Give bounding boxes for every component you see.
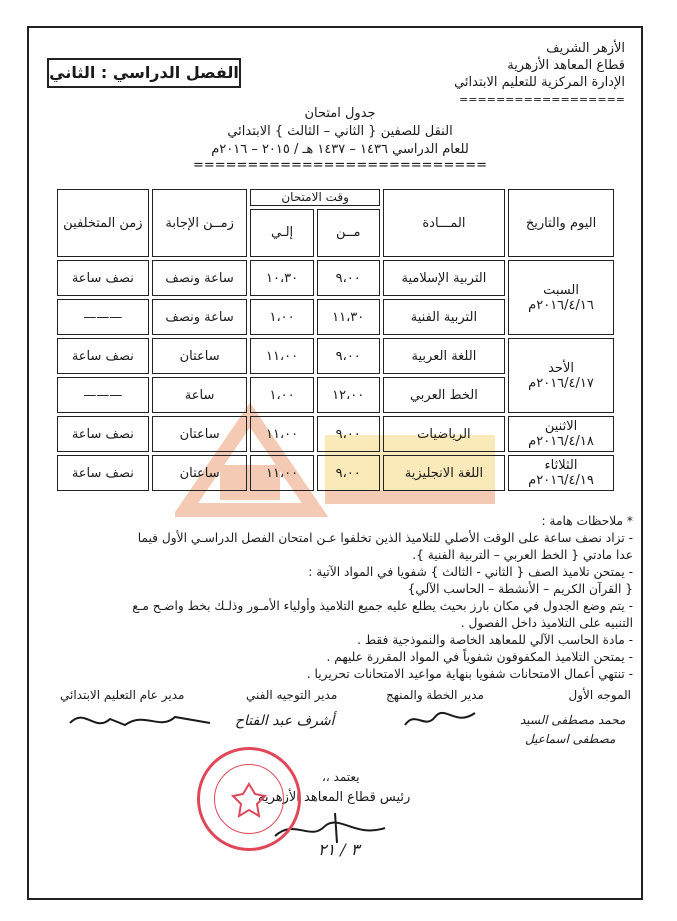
notes-section: [43, 513, 633, 683]
to-cell: ١١،٠٠: [250, 416, 313, 452]
table-row: [57, 338, 614, 374]
to-cell: ١،٠٠: [250, 377, 313, 413]
title-line-2: النقل للصفين { الثاني – الثالث } الابتدائي: [227, 124, 453, 139]
header-underline: ==================: [459, 93, 625, 106]
approval-title: رئيس قطاع المعاهد الأزهرية: [258, 790, 411, 805]
answer-cell: ساعة: [152, 377, 248, 413]
from-cell: ١١،٣٠: [317, 299, 380, 335]
note-line: - يمتحن التلاميذ المكفوفون شفوياً في المواد المقررة عليهم .: [326, 650, 633, 664]
note-line: - يمتحن تلاميذ الصف { الثاني - الثالث } شفويا في المواد الآتية :: [308, 565, 633, 579]
to-cell: ١١،٠٠: [250, 338, 313, 374]
answer-cell: ساعتان: [152, 416, 248, 452]
note-line: التنبيه على التلاميذ داخل الفصول .: [460, 616, 633, 630]
late-cell: ———: [57, 377, 149, 413]
note-line: - يتم وضع الجدول في مكان بارز بحيث يطلع عليه جميع التلاميذ وأولياء الأمـور وذلـك بخط واضـح مـع: [132, 599, 633, 613]
signature-general-director: مدير عام التعليم الابتدائي: [60, 688, 185, 702]
signature-plan-scribble-icon: [400, 705, 480, 735]
header-from: مــن: [317, 209, 380, 257]
approval-label: يعتمد ،،: [322, 770, 360, 784]
late-cell: نصف ساعة: [57, 416, 149, 452]
signature-first-handwritten-2: مصطفى اسماعيل: [525, 732, 616, 746]
table-row: [57, 455, 614, 491]
header-to: إلـي: [250, 209, 313, 257]
to-cell: ١،٠٠: [250, 299, 313, 335]
subject-cell: الرياضيات: [383, 416, 505, 452]
header-line-2: قطاع المعاهد الأزهرية: [507, 58, 625, 73]
day-cell: الاثنين ٢٠١٦/٤/١٨م: [508, 416, 614, 452]
signature-first-inspector: الموجه الأول: [568, 688, 631, 702]
header-late-time: زمن المتخلفين: [57, 189, 149, 257]
signature-plan-director: مدير الخطة والمنهج: [386, 688, 484, 702]
signature-guidance-handwritten: أشرف عبد الفتاح: [235, 713, 335, 729]
from-cell: ١٢،٠٠: [317, 377, 380, 413]
header-answer-time: زمــن الإجابة: [152, 189, 248, 257]
note-line: - تنتهي أعمال الامتحانات شفويا بنهاية مواعيد الامتحانات تحريريا .: [306, 667, 633, 681]
subject-cell: التربية الإسلامية: [383, 260, 505, 296]
header-exam-time: وقت الامتحان: [250, 189, 379, 206]
late-cell: نصف ساعة: [57, 338, 149, 374]
subject-cell: اللغة العربية: [383, 338, 505, 374]
header-day-date: اليوم والتاريخ: [508, 189, 614, 257]
table-row: [57, 260, 614, 296]
table-row: [57, 416, 614, 452]
note-line: عدا مادتي { الخط العربي – التربية الفنية }.: [412, 548, 633, 562]
late-cell: ———: [57, 299, 149, 335]
exam-schedule-table: [54, 186, 617, 494]
from-cell: ٩،٠٠: [317, 455, 380, 491]
late-cell: نصف ساعة: [57, 260, 149, 296]
title-line-1: جدول امتحان: [304, 106, 376, 121]
to-cell: ١٠،٣٠: [250, 260, 313, 296]
answer-cell: ساعتان: [152, 338, 248, 374]
late-cell: نصف ساعة: [57, 455, 149, 491]
header-line-1: الأزهر الشريف: [546, 41, 625, 56]
day-cell: السبت ٢٠١٦/٤/١٦م: [508, 260, 614, 335]
answer-cell: ساعتان: [152, 455, 248, 491]
signature-guidance-director: مدير التوجيه الفني: [246, 688, 338, 702]
term-box: الفصل الدراسي : الثاني: [47, 58, 241, 88]
signature-general-scribble-icon: [65, 705, 215, 737]
answer-cell: ساعة ونصف: [152, 299, 248, 335]
approval-date-handwritten: ٣ / ٢١: [318, 840, 360, 859]
from-cell: ٩،٠٠: [317, 260, 380, 296]
answer-cell: ساعة ونصف: [152, 260, 248, 296]
signature-first-handwritten: محمد مصطفى السيد: [520, 713, 626, 727]
day-cell: الأحد ٢٠١٦/٤/١٧م: [508, 338, 614, 413]
note-line: { القرآن الكريم – الأنشطة – الحاسب الآلي}: [407, 582, 633, 596]
header-subject: المـــادة: [383, 189, 505, 257]
header-line-3: الإدارة المركزية للتعليم الابتدائي: [454, 75, 625, 90]
from-cell: ٩،٠٠: [317, 416, 380, 452]
day-cell: الثلاثاء ٢٠١٦/٤/١٩م: [508, 455, 614, 491]
title-line-3: للعام الدراسي ١٤٣٦ – ١٤٣٧ هـ / ٢٠١٥ – ٢٠١٦م: [211, 142, 469, 157]
title-underline: ===========================: [192, 158, 488, 173]
institution-header: [454, 40, 625, 108]
subject-cell: اللغة الانجليزية: [383, 455, 505, 491]
subject-cell: الخط العربي: [383, 377, 505, 413]
note-line: - مادة الحاسب الآلي للمعاهد الخاصة والنموذجية فقط .: [357, 633, 633, 647]
from-cell: ٩،٠٠: [317, 338, 380, 374]
subject-cell: التربية الفنية: [383, 299, 505, 335]
notes-title: * ملاحظات هامة :: [541, 514, 633, 528]
note-line: - تزاد نصف ساعة على الوقت الأصلي للتلاميذ الذين تخلفوا عـن امتحان الفصل الدراسـي الأول فيما: [137, 531, 633, 545]
to-cell: ١١،٠٠: [250, 455, 313, 491]
stamp-eagle-icon: [229, 780, 269, 820]
